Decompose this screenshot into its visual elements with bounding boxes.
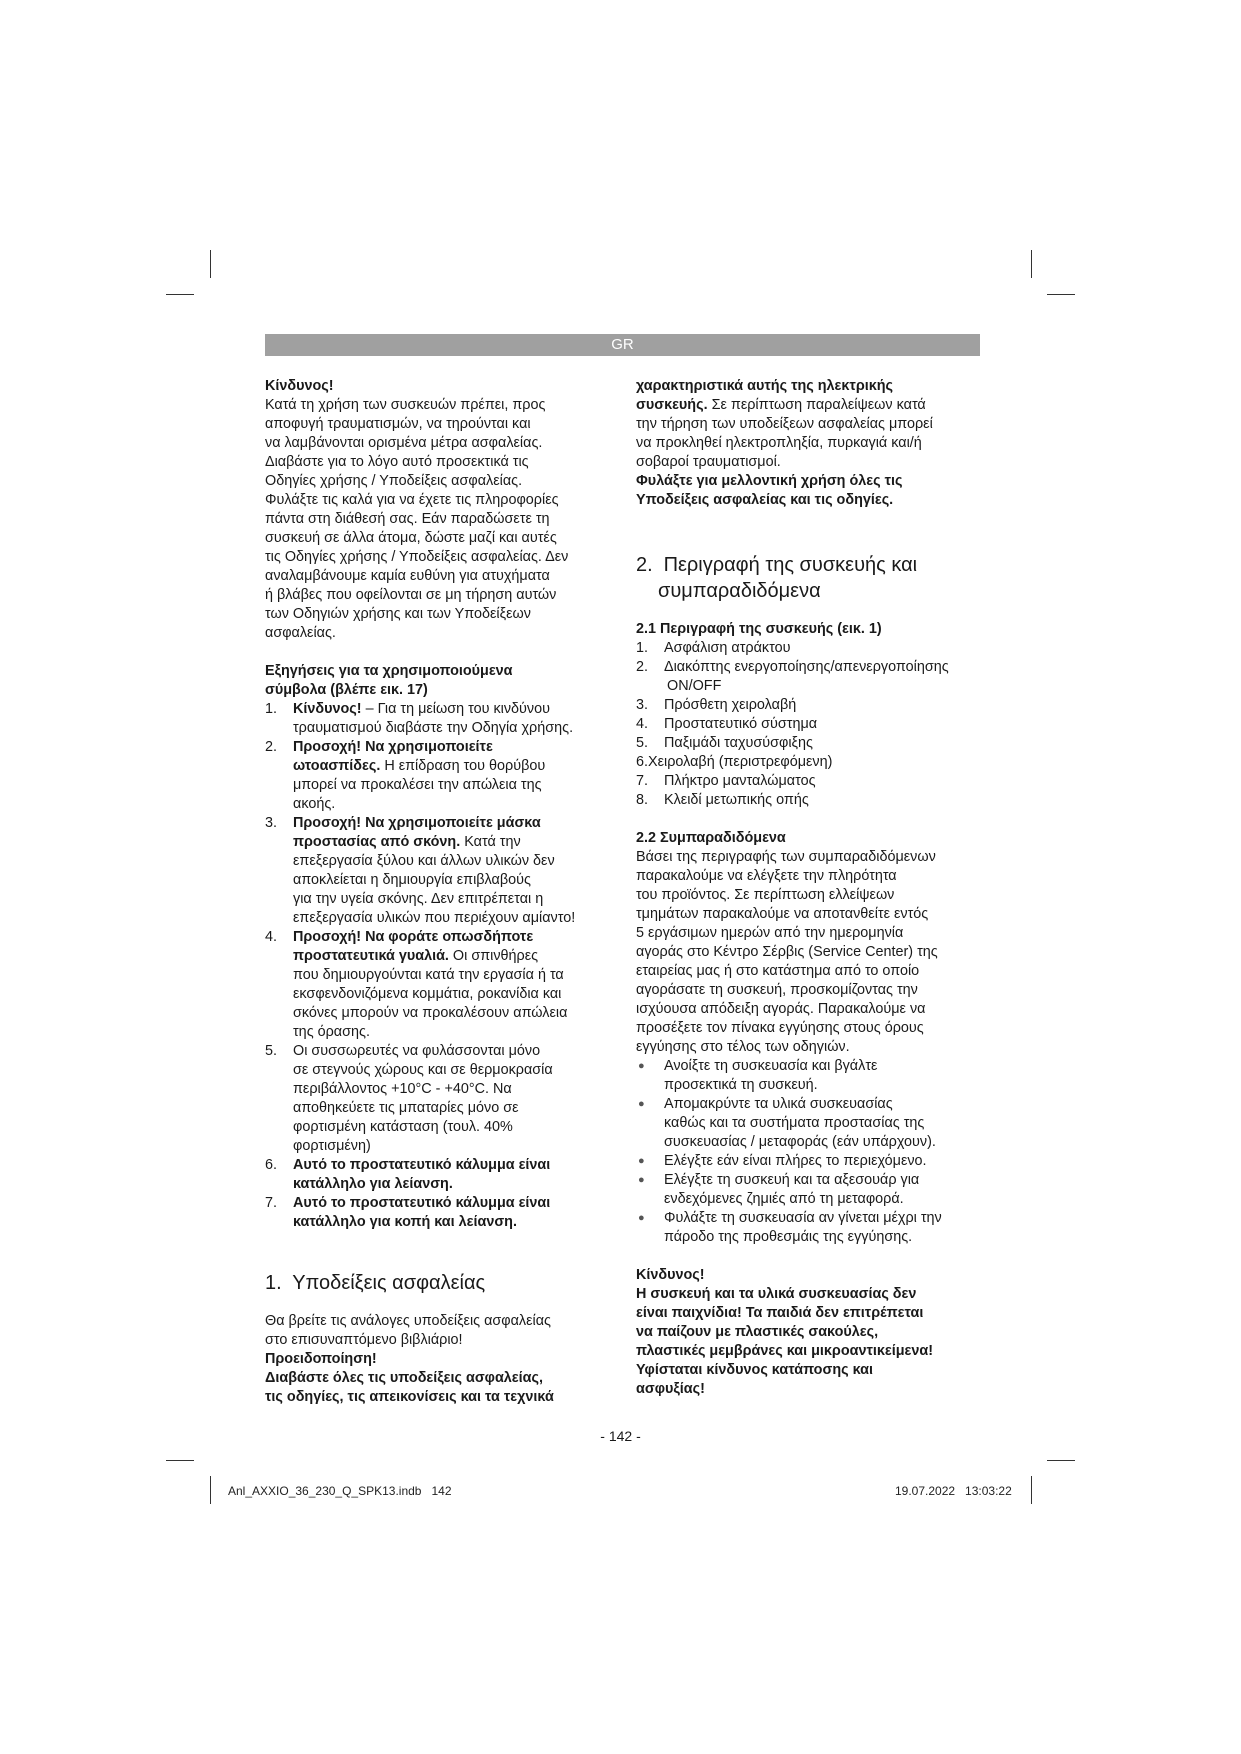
bold-text: Αυτό το προστατευτικό κάλυμμα είναι	[293, 1157, 551, 1173]
text-line: Διακόπτης ενεργοποίησης/απενεργοποίησης	[664, 659, 949, 675]
part-item	[636, 791, 986, 810]
text-line: ON/OFF	[667, 678, 722, 694]
text-line: πλαστικές μεμβράνες και μικροαντικείμενα!	[636, 1343, 934, 1359]
text-line: Υποδείξεις ασφαλείας και τις οδηγίες.	[636, 492, 894, 508]
text-line: επεξεργασία ξύλου και άλλων υλικών δεν	[293, 853, 555, 869]
part-item	[636, 696, 986, 715]
section-2-title-line1: Περιγραφή της συσκευής και	[663, 554, 918, 576]
item-number: 1.	[636, 640, 649, 656]
item-number: 2.	[636, 659, 649, 675]
text-line: τραυματισμού διαβάστε την Οδηγία χρήσης.	[293, 720, 574, 736]
bold-text: προστασίας από σκόνη.	[293, 834, 461, 850]
text-line: για την υγεία σκόνης. Δεν επιτρέπεται η	[293, 891, 544, 907]
bullet-item	[636, 1209, 986, 1247]
text-line: συσκευασίας / μεταφοράς (εάν υπάρχουν).	[664, 1134, 936, 1150]
section-2-heading	[636, 552, 986, 604]
text-line: σοβαροί τραυματισμοί.	[636, 454, 781, 470]
text-line: ακοής.	[293, 796, 336, 812]
text-line: πάντα στη διάθεσή σας. Εάν παραδώσετε τη	[265, 511, 550, 527]
bullet-icon: ●	[638, 1155, 645, 1167]
bullet-item	[636, 1171, 986, 1209]
symbol-item	[265, 928, 615, 1042]
text-line: αγοράς στο Κέντρο Σέρβις (Service Center) της	[636, 944, 938, 960]
text-line: πάροδο της προθεσμάις της εγγύησης.	[664, 1229, 913, 1245]
text-line	[293, 738, 615, 757]
text-line: Φυλάξτε τις καλά για να έχετε τις πληροφορίες	[265, 492, 559, 508]
crop-mark-bottom-left-h	[166, 1460, 194, 1461]
parts-list	[636, 639, 986, 810]
text-line: αγοράσατε τη συσκευή, προσκομίζοντας την	[636, 982, 918, 998]
text-line: Κατά τη χρήση των συσκευών πρέπει, προς	[265, 397, 546, 413]
item-number: 6.	[265, 1157, 278, 1173]
item-number: 3.	[265, 815, 278, 831]
text-line: Διαβάστε όλες τις υποδείξεις ασφαλείας,	[265, 1370, 543, 1386]
part-item	[636, 734, 986, 753]
bullet-icon: ●	[638, 1174, 645, 1186]
text-line: αποφυγή τραυματισμών, να τηρούνται και	[265, 416, 531, 432]
bold-text: χαρακτηριστικά αυτής της ηλεκτρικής	[636, 378, 894, 394]
text-line: να προκληθεί ηλεκτροπληξία, πυρκαγιά και/ή	[636, 435, 922, 451]
crop-mark-top-left-h	[166, 294, 194, 295]
text-line: εκσφενδονιζόμενα κομμάτια, ροκανίδια και	[293, 986, 562, 1002]
bullet-icon: ●	[638, 1098, 645, 1110]
crop-mark-bottom-right-h	[1047, 1460, 1075, 1461]
text-line	[293, 928, 615, 947]
text-line: επεξεργασία υλικών που περιέχουν αμίαντο!	[293, 910, 576, 926]
bullet-list	[636, 1057, 986, 1247]
subsection-2-1-title: 2.1 Περιγραφή της συσκευής (εικ. 1)	[636, 621, 882, 637]
item-number: 5.	[265, 1043, 278, 1059]
language-code: GR	[611, 336, 634, 353]
text-line: Βάσει της περιγραφής των συμπαραδιδόμενων	[636, 849, 936, 865]
bullet-icon: ●	[638, 1212, 645, 1224]
inline-text: Οι σπινθήρες	[448, 948, 539, 964]
text-line: προσέξετε τον πίνακα εγγύησης στους όρους	[636, 1020, 924, 1036]
text-line	[293, 757, 615, 776]
text-line: φορτισμένη)	[293, 1138, 371, 1154]
text-line: σύμβολα (βλέπε εικ. 17)	[265, 682, 428, 698]
text-line: του προϊόντος. Σε περίπτωση ελλείψεων	[636, 887, 895, 903]
crop-mark-top-right-h	[1047, 294, 1075, 295]
text-line: των Οδηγιών χρήσης και των Υποδείξεων	[265, 606, 531, 622]
section-1-number: 1.	[265, 1272, 282, 1294]
text-line: μπορεί να προκαλέσει την απώλεια της	[293, 777, 542, 793]
left-column	[265, 377, 615, 1407]
text-line: την τήρηση των υποδείξεων ασφαλείας μπορεί	[636, 416, 933, 432]
item-number: 7.	[636, 773, 649, 789]
text-line: Ελέγξτε εάν είναι πλήρες το περιεχόμενο.	[664, 1153, 927, 1169]
bold-text: Κίνδυνος!	[293, 701, 362, 717]
bold-text: ωτοασπίδες.	[293, 758, 381, 774]
text-line: Φυλάξτε για μελλοντική χρήση όλες τις	[636, 473, 903, 489]
text-line: 5 εργάσιμων ημερών από την ημερομηνία	[636, 925, 904, 941]
part-item	[636, 658, 986, 696]
text-line: που δημιουργούνται κατά την εργασία ή τα	[293, 967, 564, 983]
part-item	[636, 753, 986, 772]
bullet-item	[636, 1095, 986, 1152]
danger-2-text	[636, 1285, 986, 1399]
text-line: αναλαμβάνουμε καμία ευθύνη για ατυχήματα	[265, 568, 550, 584]
section-2-title-line2: συμπαραδιδόμενα	[658, 580, 821, 602]
text-line: Υφίσταται κίνδυνος κατάποσης και	[636, 1362, 873, 1378]
crop-mark-bottom-right-v	[1031, 1476, 1032, 1504]
text-line	[636, 396, 986, 415]
danger-2-title: Κίνδυνος!	[636, 1267, 705, 1283]
text-line	[293, 1213, 615, 1232]
text-line: στο επισυναπτόμενο βιβλιάριο!	[265, 1332, 463, 1348]
text-line: Η συσκευή και τα υλικά συσκευασίας δεν	[636, 1286, 917, 1302]
crop-mark-top-left-v	[210, 250, 211, 278]
section-2-number: 2.	[636, 554, 653, 576]
item-number: 3.	[636, 697, 649, 713]
text-line: ασφυξίας!	[636, 1381, 705, 1397]
text-line: Απομακρύντε τα υλικά συσκευασίας	[664, 1096, 893, 1112]
bullet-item	[636, 1057, 986, 1095]
text-line: περιβάλλοντος +10°C - +40°C. Να	[293, 1081, 512, 1097]
keep-instructions	[636, 472, 986, 510]
footer-date: 19.07.2022 13:03:22	[895, 1484, 1012, 1498]
text-line	[293, 947, 615, 966]
item-number: 4.	[636, 716, 649, 732]
crop-mark-bottom-left-v	[210, 1476, 211, 1504]
crop-mark-top-right-v	[1031, 250, 1032, 278]
text-line: να παίζουν με πλαστικές σακούλες,	[636, 1324, 879, 1340]
text-line	[293, 1194, 615, 1213]
text-line: αποθηκεύετε τις μπαταρίες μόνο σε	[293, 1100, 519, 1116]
text-line: παρακαλούμε να ελέγξετε την πληρότητα	[636, 868, 897, 884]
danger-text	[265, 396, 615, 643]
item-number: 5.	[636, 735, 649, 751]
symbol-item	[265, 700, 615, 738]
text-line: εταιρείας μας ή στο κατάστημα από το οποίο	[636, 963, 920, 979]
symbol-item	[265, 738, 615, 814]
bold-text: συσκευής.	[636, 397, 708, 413]
bullet-item	[636, 1152, 986, 1171]
text-line: Προστατευτικό σύστημα	[664, 716, 818, 732]
right-column	[636, 377, 986, 1399]
continued-text	[636, 377, 986, 472]
symbols-list	[265, 700, 615, 1232]
text-line: Ασφάλιση ατράκτου	[664, 640, 791, 656]
text-line	[293, 833, 615, 852]
warning-text	[265, 1369, 615, 1407]
bold-text: Προσοχή! Να χρησιμοποιείτε	[293, 739, 493, 755]
text-line	[293, 700, 615, 719]
bold-text: κατάλληλο για κοπή και λείανση.	[293, 1214, 517, 1230]
text-line: ισχύουσα απόδειξη αγοράς. Παρακαλούμε να	[636, 1001, 926, 1017]
language-header-bar	[265, 334, 980, 356]
text-line: της όρασης.	[293, 1024, 370, 1040]
text-line: τις οδηγίες, τις απεικονίσεις και τα τεχνικά	[265, 1389, 554, 1405]
inline-text: Κατά την	[460, 834, 521, 850]
section-1-title: Υποδείξεις ασφαλείας	[292, 1272, 486, 1294]
text-line: προσεκτικά τη συσκευή.	[664, 1077, 818, 1093]
text-line: Φυλάξτε τη συσκευασία αν γίνεται μέχρι την	[664, 1210, 942, 1226]
symbol-item	[265, 814, 615, 928]
text-line: αποκλείεται η δημιουργία επιβλαβούς	[293, 872, 531, 888]
text-line: Οι συσσωρευτές να φυλάσσονται μόνο	[293, 1043, 541, 1059]
text-line	[293, 1156, 615, 1175]
text-line: σκόνες μπορούν να προκαλέσουν απώλεια	[293, 1005, 568, 1021]
text-line: ή βλάβες που οφείλονται σε μη τήρηση αυτών	[265, 587, 557, 603]
text-line: Ελέγξτε τη συσκευή και τα αξεσουάρ για	[664, 1172, 920, 1188]
bold-text: Προσοχή! Να φοράτε οπωσδήποτε	[293, 929, 534, 945]
bold-text: κατάλληλο για λείανση.	[293, 1176, 453, 1192]
item-number: 2.	[265, 739, 278, 755]
text-line	[293, 814, 615, 833]
text-line: Πρόσθετη χειρολαβή	[664, 697, 797, 713]
inline-text: – Για τη μείωση του κινδύνου	[361, 701, 550, 717]
text-line: σε στεγνούς χώρους και σε θερμοκρασία	[293, 1062, 553, 1078]
item-number: 1.	[265, 701, 278, 717]
section-1-heading	[265, 1270, 615, 1296]
scope-text	[636, 848, 986, 1057]
text-line: Ανοίξτε τη συσκευασία και βγάλτε	[664, 1058, 878, 1074]
part-item	[636, 772, 986, 791]
text-line: καθώς και τα συστήματα προστασίας της	[664, 1115, 925, 1131]
part-item	[636, 715, 986, 734]
bold-text: Αυτό το προστατευτικό κάλυμμα είναι	[293, 1195, 551, 1211]
text-line: ενδεχόμενες ζημιές από τη μεταφορά.	[664, 1191, 904, 1207]
text-line: είναι παιχνίδια! Τα παιδιά δεν επιτρέπεται	[636, 1305, 924, 1321]
text-line: συσκευή σε άλλα άτομα, δώστε μαζί και αυτές	[265, 530, 557, 546]
text-line: Εξηγήσεις για τα χρησιμοποιούμενα	[265, 663, 513, 679]
text-line: Πλήκτρο μανταλώματος	[664, 773, 816, 789]
bullet-icon: ●	[638, 1060, 645, 1072]
subsection-2-2-title: 2.2 Συμπαραδιδόμενα	[636, 830, 786, 846]
text-line: εγγύησης στο τέλος των οδηγιών.	[636, 1039, 850, 1055]
symbol-item	[265, 1194, 615, 1232]
symbol-item	[265, 1042, 615, 1156]
text-line	[636, 377, 986, 396]
bold-text: προστατευτικά γυαλιά.	[293, 948, 449, 964]
item-number: 7.	[265, 1195, 278, 1211]
symbols-title	[265, 662, 615, 700]
text-line: Θα βρείτε τις ανάλογες υποδείξεις ασφαλείας	[265, 1313, 551, 1329]
text-line: Παξιμάδι ταχυσύσφιξης	[664, 735, 813, 751]
text-line: φορτισμένη κατάσταση (τουλ. 40%	[293, 1119, 513, 1135]
danger-title: Κίνδυνος!	[265, 378, 334, 394]
text-line: Οδηγίες χρήσης / Υποδείξεις ασφαλείας.	[265, 473, 523, 489]
bold-text: Προσοχή! Να χρησιμοποιείτε μάσκα	[293, 815, 541, 831]
part-item	[636, 639, 986, 658]
text-line: 6.Χειρολαβή (περιστρεφόμενη)	[636, 754, 833, 770]
footer-file-name: Anl_AXXIO_36_230_Q_SPK13.indb 142	[228, 1484, 452, 1498]
inline-text: Σε περίπτωση παραλείψεων κατά	[707, 397, 926, 413]
text-line: Κλειδί μετωπικής οπής	[664, 792, 809, 808]
warning-title: Προειδοποίηση!	[265, 1351, 377, 1367]
item-number: 8.	[636, 792, 649, 808]
inline-text: Η επίδραση του θορύβου	[380, 758, 546, 774]
page-number: - 142 -	[600, 1428, 641, 1444]
text-line: ασφαλείας.	[265, 625, 336, 641]
text-line: τις Οδηγίες χρήσης / Υποδείξεις ασφαλείας. Δεν	[265, 549, 569, 565]
section-1-text	[265, 1312, 615, 1350]
text-line: τμημάτων παρακαλούμε να αποτανθείτε εντός	[636, 906, 929, 922]
text-line: Διαβάστε για το λόγο αυτό προσεκτικά τις	[265, 454, 529, 470]
text-line: να λαμβάνονται ορισμένα μέτρα ασφαλείας.	[265, 435, 543, 451]
item-number: 4.	[265, 929, 278, 945]
text-line	[293, 1175, 615, 1194]
symbol-item	[265, 1156, 615, 1194]
